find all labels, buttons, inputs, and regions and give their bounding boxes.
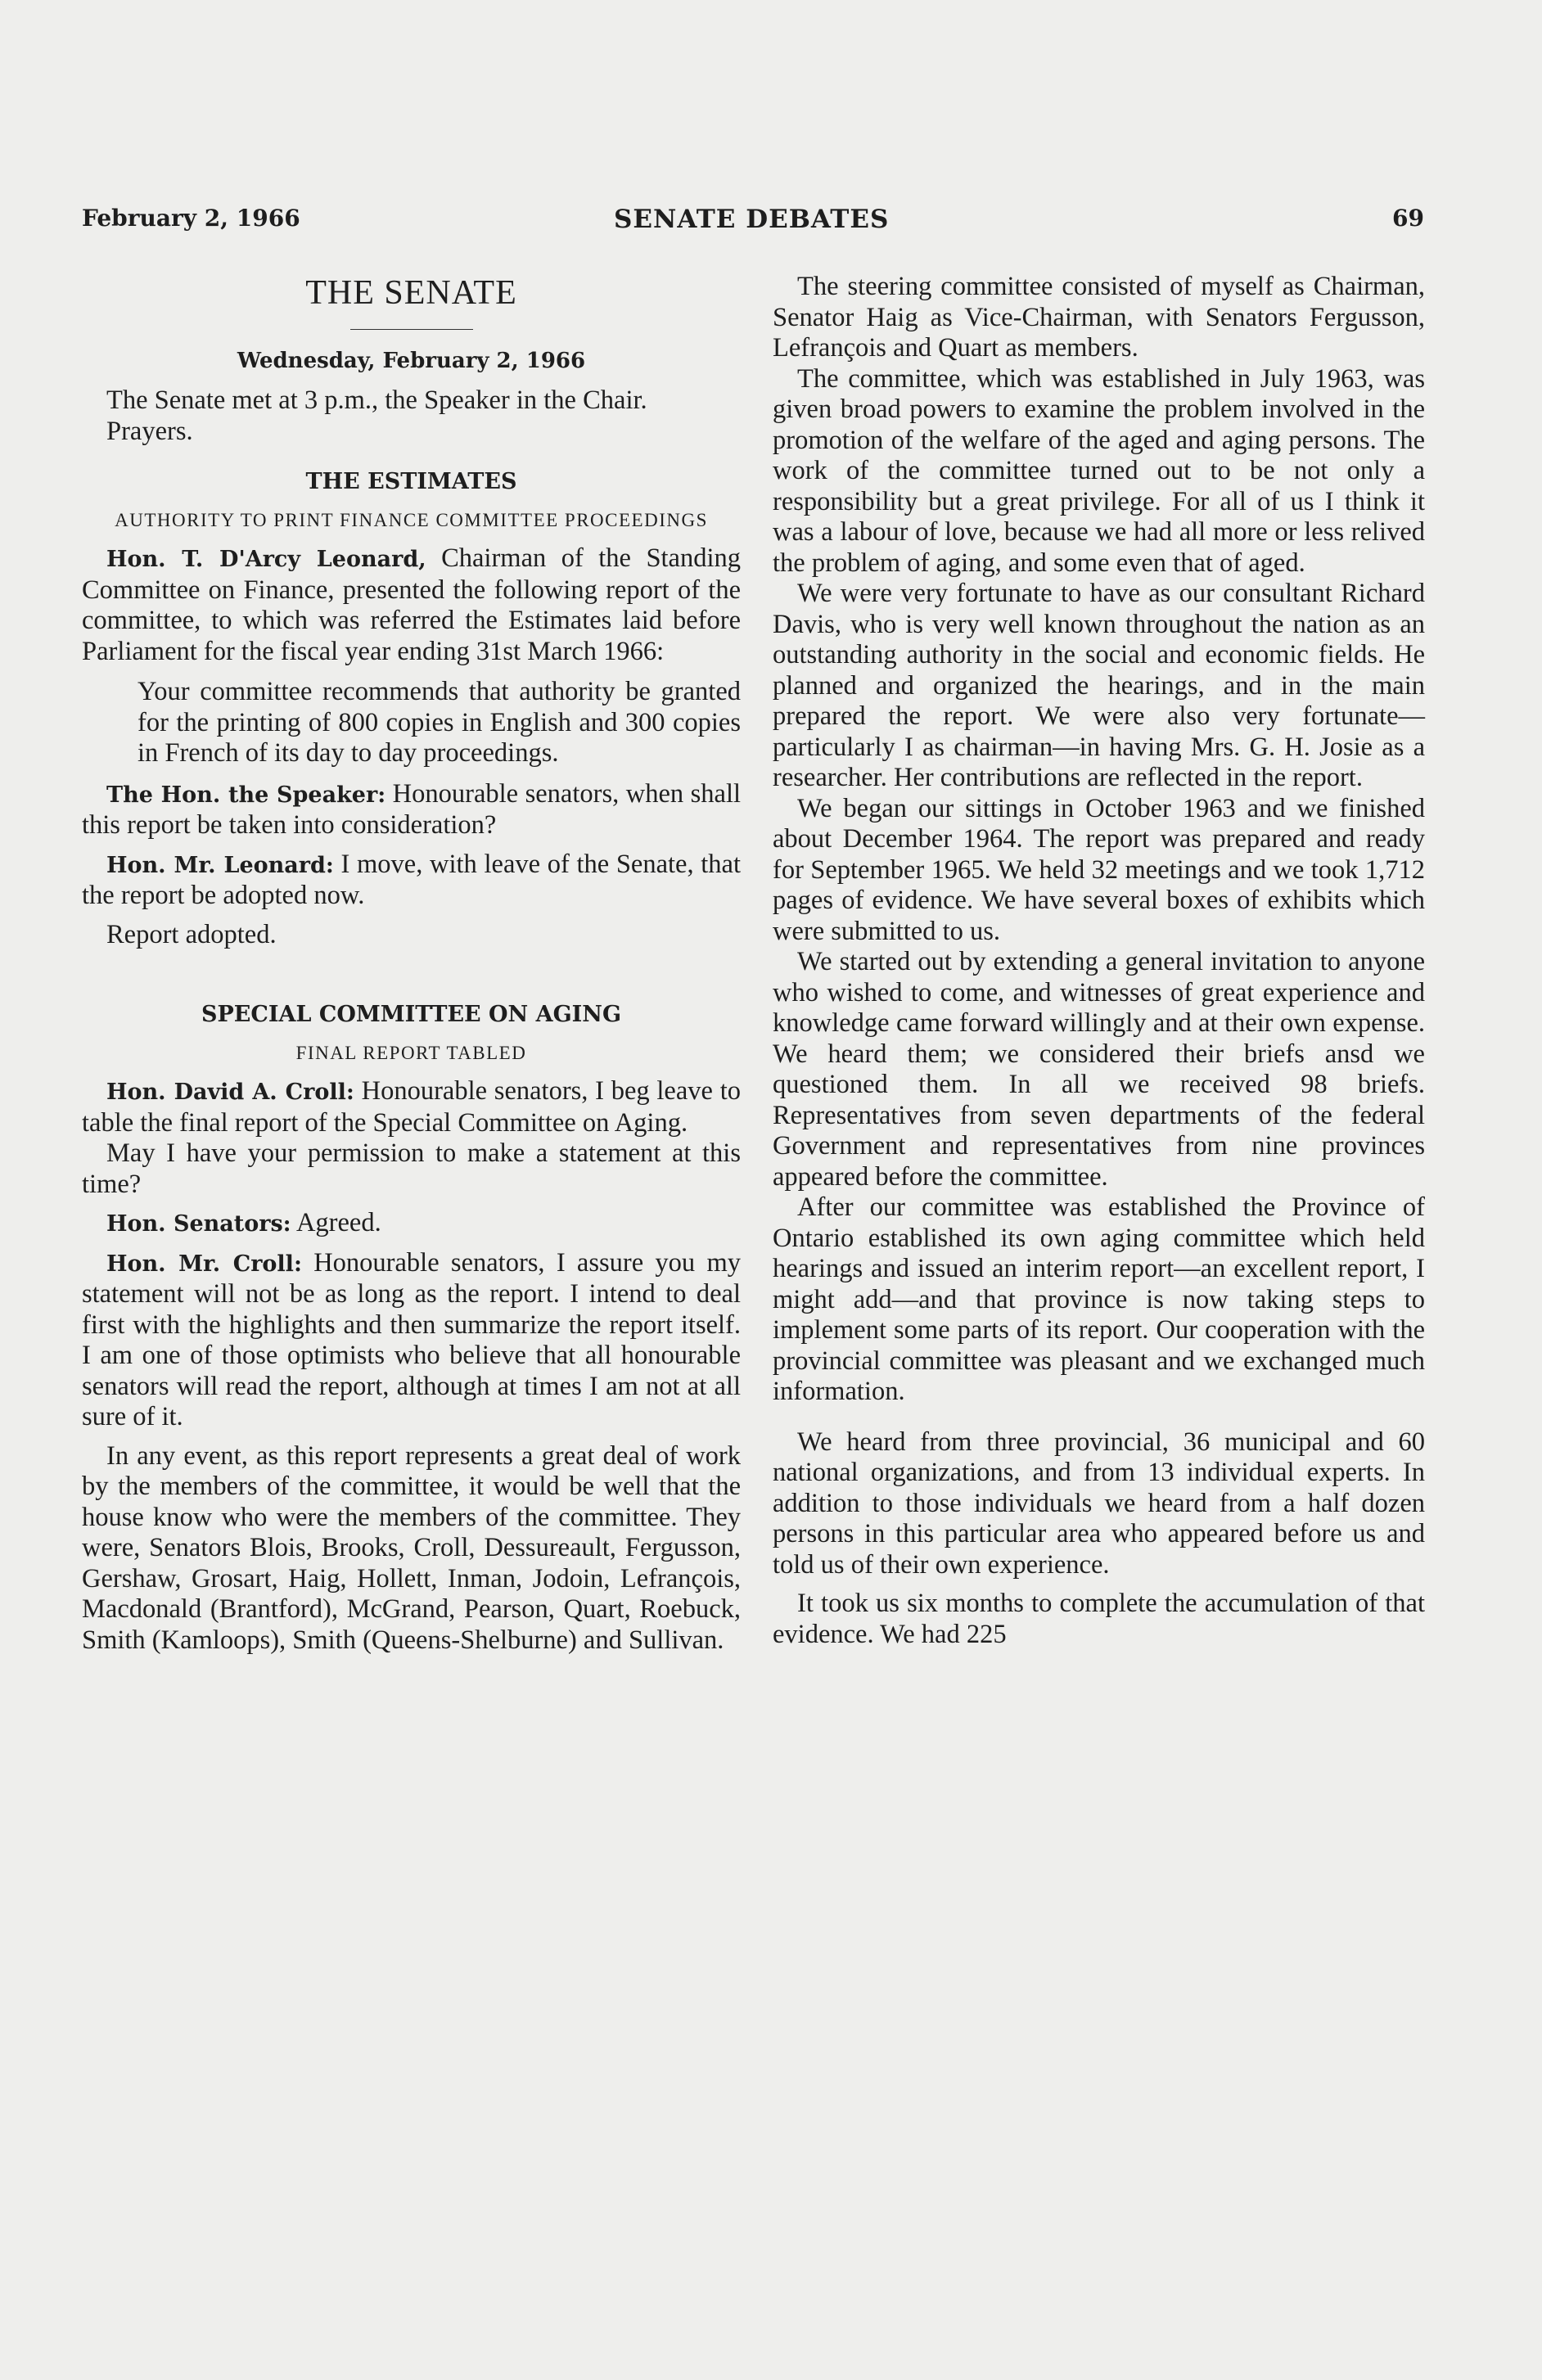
speech-text: I move, with leave of the Senate, that the report be adopted now.: [82, 849, 741, 910]
heading-estimates: THE ESTIMATES: [305, 469, 517, 494]
paragraph: The committee, which was established in July 1963, was given broad powers to examine the problem involved in the promotion of the welfare of the aged and aging persons. The work of the committee turned out to be not only a responsibility but a great privilege. For all of us I think it was a labour of love, because we had all more or less relived the problem of aging, and some even that of aged.: [773, 363, 1425, 578]
speaker-name: Hon. David A. Croll:: [106, 1080, 354, 1105]
paragraph: Report adopted.: [106, 919, 277, 949]
paragraph: In any event, as this report represents a great deal of work by the members of the committee, it would be well that the house know who were the members of the committee. They were, Senators Blois, Brooks, Croll, Dessureault, Fergusson, Gershaw, Grosart, Haig, Hollett, Inman, Jodoin, Lefrançois, Macdonald (Brantford), McGrand, Pearson, Quart, Roebuck, Smith (Kamloops), Smith (Queens-Shelburne) and Sullivan.: [82, 1440, 741, 1655]
paragraph: [82, 850, 741, 912]
paragraph: [82, 1248, 741, 1433]
running-header: [82, 205, 1424, 237]
speaker-name: The Hon. the Speaker:: [106, 782, 386, 808]
speaker-name: Hon. Mr. Leonard:: [106, 852, 334, 878]
paragraph: The steering committee consisted of myself as Chairman, Senator Haig as Vice-Chairman, with Senators Fergusson, Lefrançois and Quart as members.: [773, 272, 1425, 363]
speech-text: Chairman of the Standing Committee on Finance, presented the following report of the committee, to which was referred the Estimates laid before Parliament for the fiscal year ending 31st March 1966:: [82, 543, 742, 666]
report-quote: [138, 677, 741, 769]
paragraph: We heard from three provincial, 36 municipal and 60 national organizations, and from 13 individual experts. In addition to those individuals we heard from a half dozen persons in this particular area who appeared before us and told us of their own experience.: [773, 1427, 1425, 1580]
header-date: February 2, 1966: [82, 205, 300, 232]
paragraph: [82, 543, 741, 667]
speech-text: Honourable senators, when shall this report be taken into consideration?: [82, 778, 742, 840]
paragraph: The Senate met at 3 p.m., the Speaker in the Chair.: [106, 385, 647, 415]
heading-aging: SPECIAL COMMITTEE ON AGING: [201, 1002, 621, 1027]
left-column: [82, 272, 741, 1656]
paragraph: We started out by extending a general invitation to anyone who wished to come, and witnesses of great experience and knowledge came forward willingly and at their own expense. We heard them; we considered their briefs ansd we questioned them. In all we received 98 briefs. Representatives from seven departments of the federal Government and representatives from nine provinces appeared before the committee.: [773, 947, 1425, 1192]
paragraph: It took us six months to complete the accumulation of that evidence. We had 225: [773, 1589, 1425, 1649]
paragraph: We were very fortunate to have as our consultant Richard Davis, who is very well known throughout the nation as an outstanding authority in the social and economic fields. He planned and organized the hearings, and in the main prepared the report. We were also very fortunate—particularly I as chairman—in having Mrs. G. H. Josie as a researcher. Her contributions are reflected in the report.: [773, 579, 1425, 792]
paragraph: [82, 779, 741, 841]
speaker-name: Hon. Mr. Croll:: [106, 1251, 302, 1277]
paragraph: We began our sittings in October 1963 and we finished about December 1964. The report was prepared and ready for September 1965. We held 32 meetings and we took 1,712 pages of evidence. We have several boxes of exhibits which were submitted to us.: [773, 793, 1425, 946]
speech-text: Agreed.: [291, 1208, 381, 1237]
section-title: THE SENATE: [305, 274, 517, 312]
paragraph: [82, 1076, 741, 1138]
paragraph: [82, 1208, 741, 1240]
subheading-authority: AUTHORITY TO PRINT FINANCE COMMITTEE PROCEEDINGS: [115, 510, 708, 530]
quote-text: Your committee recommends that authority be granted for the printing of 800 copies in English and 300 copies in French of its day to day proceedings.: [138, 677, 741, 768]
speaker-name: Hon. T. D'Arcy Leonard,: [106, 547, 426, 572]
page-number: 69: [1392, 205, 1424, 232]
paragraph: Prayers.: [106, 416, 193, 446]
divider: [350, 329, 473, 330]
speech-text: Honourable senators, I assure you my statement will not be as long as the report. I intend to deal first with the highlights and then summarize the report itself. I am one of those optimists who believe that all honourable senators will read the report, although at times I am not at all sure of it.: [82, 1247, 741, 1431]
sitting-date: Wednesday, February 2, 1966: [237, 349, 586, 373]
right-column: [773, 272, 1425, 1650]
speaker-name: Hon. Senators:: [106, 1211, 291, 1237]
header-title: SENATE DEBATES: [614, 205, 890, 234]
paragraph: May I have your permission to make a statement at this time?: [82, 1138, 741, 1199]
speech-text: Honourable senators, I beg leave to table the final report of the Special Committee on Aging.: [82, 1076, 741, 1138]
paragraph: After our committee was established the Province of Ontario established its own aging committee which held hearings and issued an interim report—an excellent report, I might add—and that province is now taking steps to implement some parts of its report. Our cooperation with the provincial committee was pleasant and we exchanged much information.: [773, 1192, 1425, 1406]
subheading-final-report: FINAL REPORT TABLED: [295, 1043, 527, 1063]
